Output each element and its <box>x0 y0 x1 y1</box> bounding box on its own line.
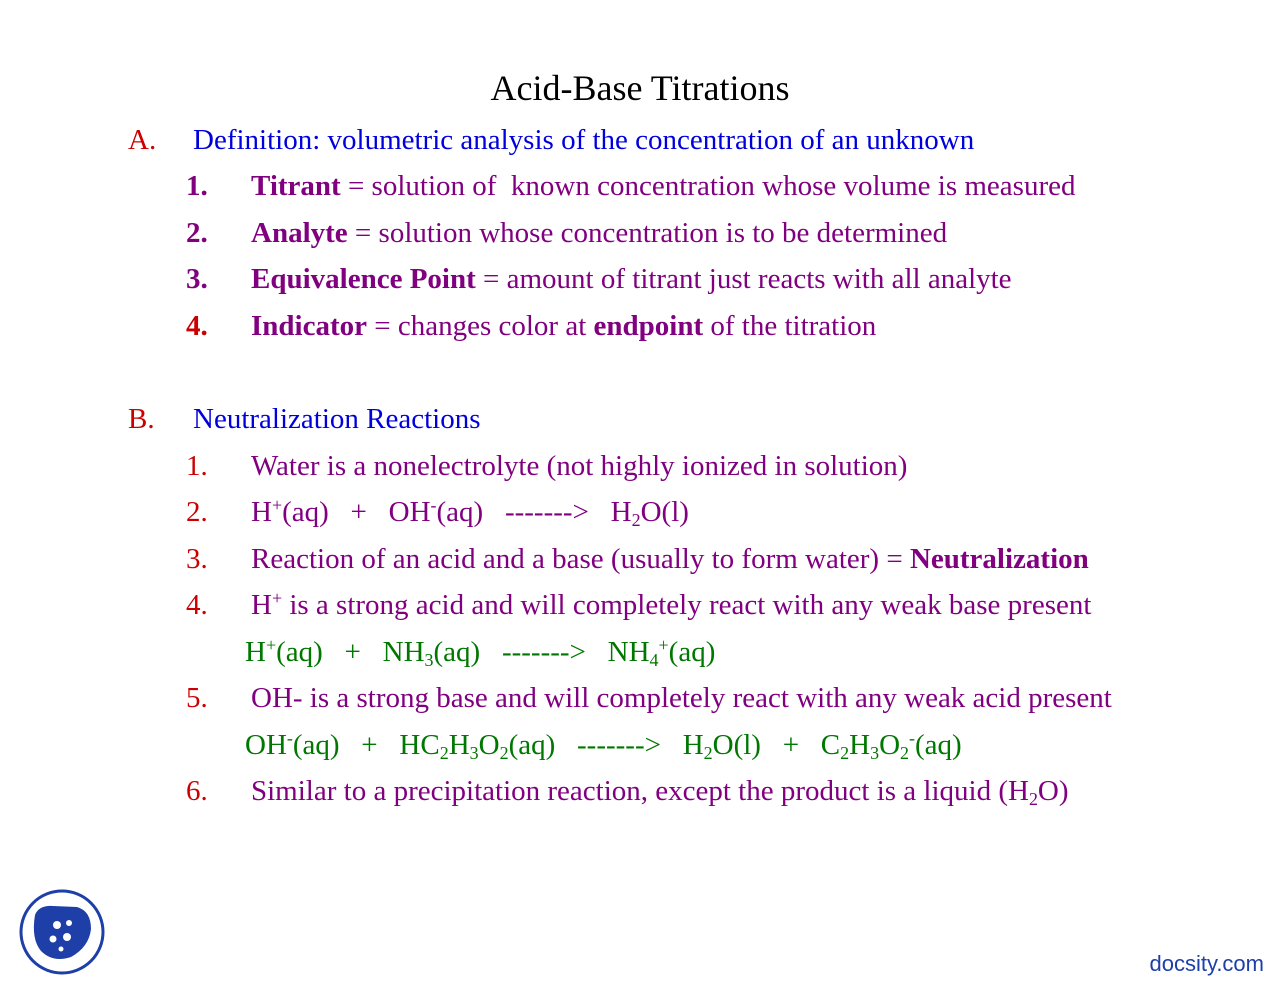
a-item-4-number: 4. <box>186 310 208 342</box>
b-item-3: Reaction of an acid and a base (usually to form water) = Neutralization <box>251 543 1089 575</box>
b-item-1-number: 1. <box>186 450 208 482</box>
equation-oh-acetic: $OH^-(aq) + HC_2H_3O_2(aq)$ -------> $H_2O(l) + C_2H_3O_2^-(aq)$ <box>245 728 962 764</box>
section-b-letter: B. <box>128 403 155 435</box>
b-item-5-number: 5. <box>186 682 208 714</box>
term-endpoint: endpoint <box>593 310 704 342</box>
b-item-2-equation: H+(aq) + OH-(aq) -------> $H_2O(l)$ <box>251 495 689 531</box>
a-item-2: Analyte = solution whose concentration is to be determined <box>251 217 948 249</box>
a-item-1-number: 1. <box>186 170 208 202</box>
section-a-letter: A. <box>128 124 157 156</box>
term-titrant: Titrant <box>251 170 341 202</box>
term-neutralization: Neutralization <box>909 543 1089 575</box>
equation-h-nh3: $H^+(aq) + NH_3(aq)$ -------> $NH_4^+(aq)$ <box>245 635 716 671</box>
a-item-3: Equivalence Point = amount of titrant just reacts with all analyte <box>251 263 1012 295</box>
a-item-2-number: 2. <box>186 217 208 249</box>
b-item-4-number: 4. <box>186 589 208 621</box>
b-item-4: H+ is a strong acid and will completely react with any weak base present <box>251 588 1092 621</box>
b-item-1: Water is a nonelectrolyte (not highly ionized in solution) <box>251 450 908 482</box>
b-item-2-number: 2. <box>186 496 208 528</box>
a-item-1: Titrant = solution of known concentration whose volume is measured <box>251 170 1076 202</box>
section-a-heading: Definition: volumetric analysis of the concentration of an unknown <box>193 124 975 156</box>
b-item-6-number: 6. <box>186 775 208 807</box>
a-item-3-number: 3. <box>186 263 208 295</box>
b-item-3-number: 3. <box>186 543 208 575</box>
term-indicator: Indicator <box>251 310 367 342</box>
b-item-6: Similar to a precipitation reaction, except the product is a liquid $(H_2O)$ <box>251 775 1069 810</box>
a-item-4: Indicator = changes color at endpoint of the titration <box>251 310 877 342</box>
b-item-5: OH- is a strong base and will completely react with any weak acid present <box>251 682 1112 714</box>
docsity-logo-icon <box>19 889 105 975</box>
page-title: Acid-Base Titrations <box>490 68 790 108</box>
docsity-brand-link[interactable]: docsity.com <box>1149 951 1264 976</box>
term-equivalence-point: Equivalence Point <box>251 263 476 295</box>
term-analyte: Analyte <box>251 217 348 249</box>
section-b-heading: Neutralization Reactions <box>193 403 481 435</box>
